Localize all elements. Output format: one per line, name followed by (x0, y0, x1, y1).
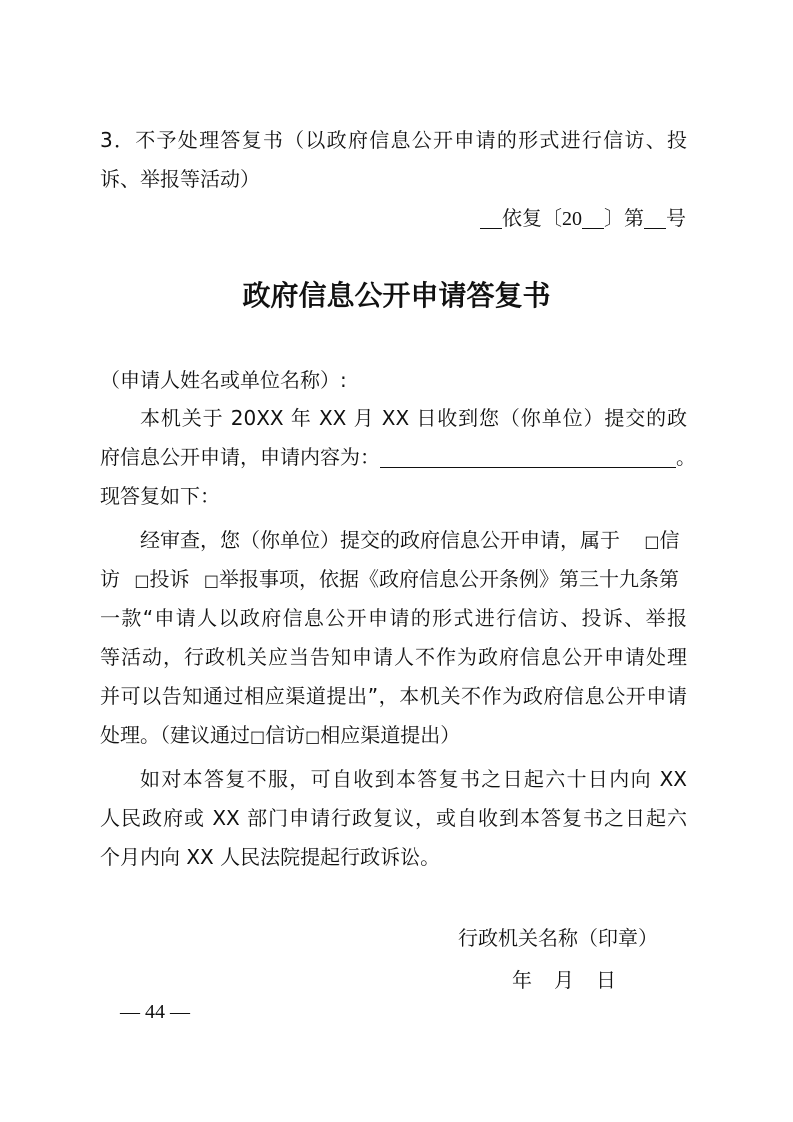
signature-day: 日 (596, 968, 616, 992)
para2-line-2-text: 举报事项，依据《政府信息公开条例》第三十九条第 (218, 567, 679, 591)
para2-line-6 (100, 717, 460, 755)
para3-line-1: 如对本答复不服，可自收到本答复书之日起六十日内向 XX (140, 767, 687, 791)
intro-line-2: 诉、举报等活动） (100, 167, 260, 191)
para2-line-1 (140, 522, 679, 560)
para2-line-2 (100, 561, 679, 599)
ref-blank-2 (582, 204, 604, 229)
option-complaint-label: 投诉 (149, 567, 190, 591)
option-petition-label: 信 (659, 528, 680, 552)
para2-line-5: 并可以告知通过相应渠道提出”，本机关不作为政府信息公开申请 (100, 684, 687, 708)
para1-line-2-end: 。 (676, 445, 696, 469)
page-number: — 44 — (120, 1001, 190, 1023)
para1-line-2-text: 府信息公开申请，申请内容为： (100, 445, 380, 469)
salutation: （申请人姓名或单位名称）: (100, 368, 347, 392)
document-title: 政府信息公开申请答复书 (242, 279, 551, 312)
checkbox-petition-icon: □ (644, 532, 660, 551)
para2-line-6-text: 处理。（建议通过 (100, 723, 250, 747)
ref-part-3: 号 (666, 206, 686, 230)
ref-year-prefix: 20 (562, 208, 582, 230)
ref-blank-1 (480, 204, 502, 229)
reference-number (480, 200, 686, 237)
ref-blank-3 (644, 204, 666, 229)
channel-petition-label: 信访 (265, 723, 306, 747)
signature-month: 月 (554, 968, 574, 992)
checkbox-complaint-icon: □ (134, 571, 150, 590)
para3-line-3: 个月内向 XX 人民法院提起行政诉讼。 (100, 845, 441, 869)
signature-year: 年 (512, 968, 532, 992)
intro-line-1: 3．不予处理答复书（以政府信息公开申请的形式进行信访、投 (100, 128, 687, 152)
request-content-blank (380, 443, 676, 468)
para3-line-2: 人民政府或 XX 部门申请行政复议，或自收到本答复书之日起六 (100, 806, 687, 830)
para1-line-2 (100, 439, 696, 475)
ref-part-2: 〕第 (604, 206, 644, 230)
para2-line-4: 等活动，行政机关应当告知申请人不作为政府信息公开申请处理 (100, 645, 687, 669)
checkbox-channel-petition-icon: □ (250, 727, 266, 746)
checkbox-report-icon: □ (203, 571, 219, 590)
signature-org: 行政机关名称（印章） (458, 926, 658, 950)
ref-part-1: 依复〔 (502, 206, 562, 230)
para2-line-1-text: 经审查，您（你单位）提交的政府信息公开申请，属于 (140, 528, 620, 552)
para1-line-1: 本机关于 20XX 年 XX 月 XX 日收到您（你单位）提交的政 (140, 406, 687, 430)
signature-date (512, 962, 616, 998)
para1-line-3: 现答复如下： (100, 484, 220, 508)
checkbox-channel-other-icon: □ (305, 727, 321, 746)
option-petition-label-cont: 访 (100, 567, 120, 591)
para2-line-6-end: 相应渠道提出） (320, 723, 461, 747)
para2-line-3: 一款“申请人以政府信息公开申请的形式进行信访、投诉、举报 (100, 606, 687, 630)
